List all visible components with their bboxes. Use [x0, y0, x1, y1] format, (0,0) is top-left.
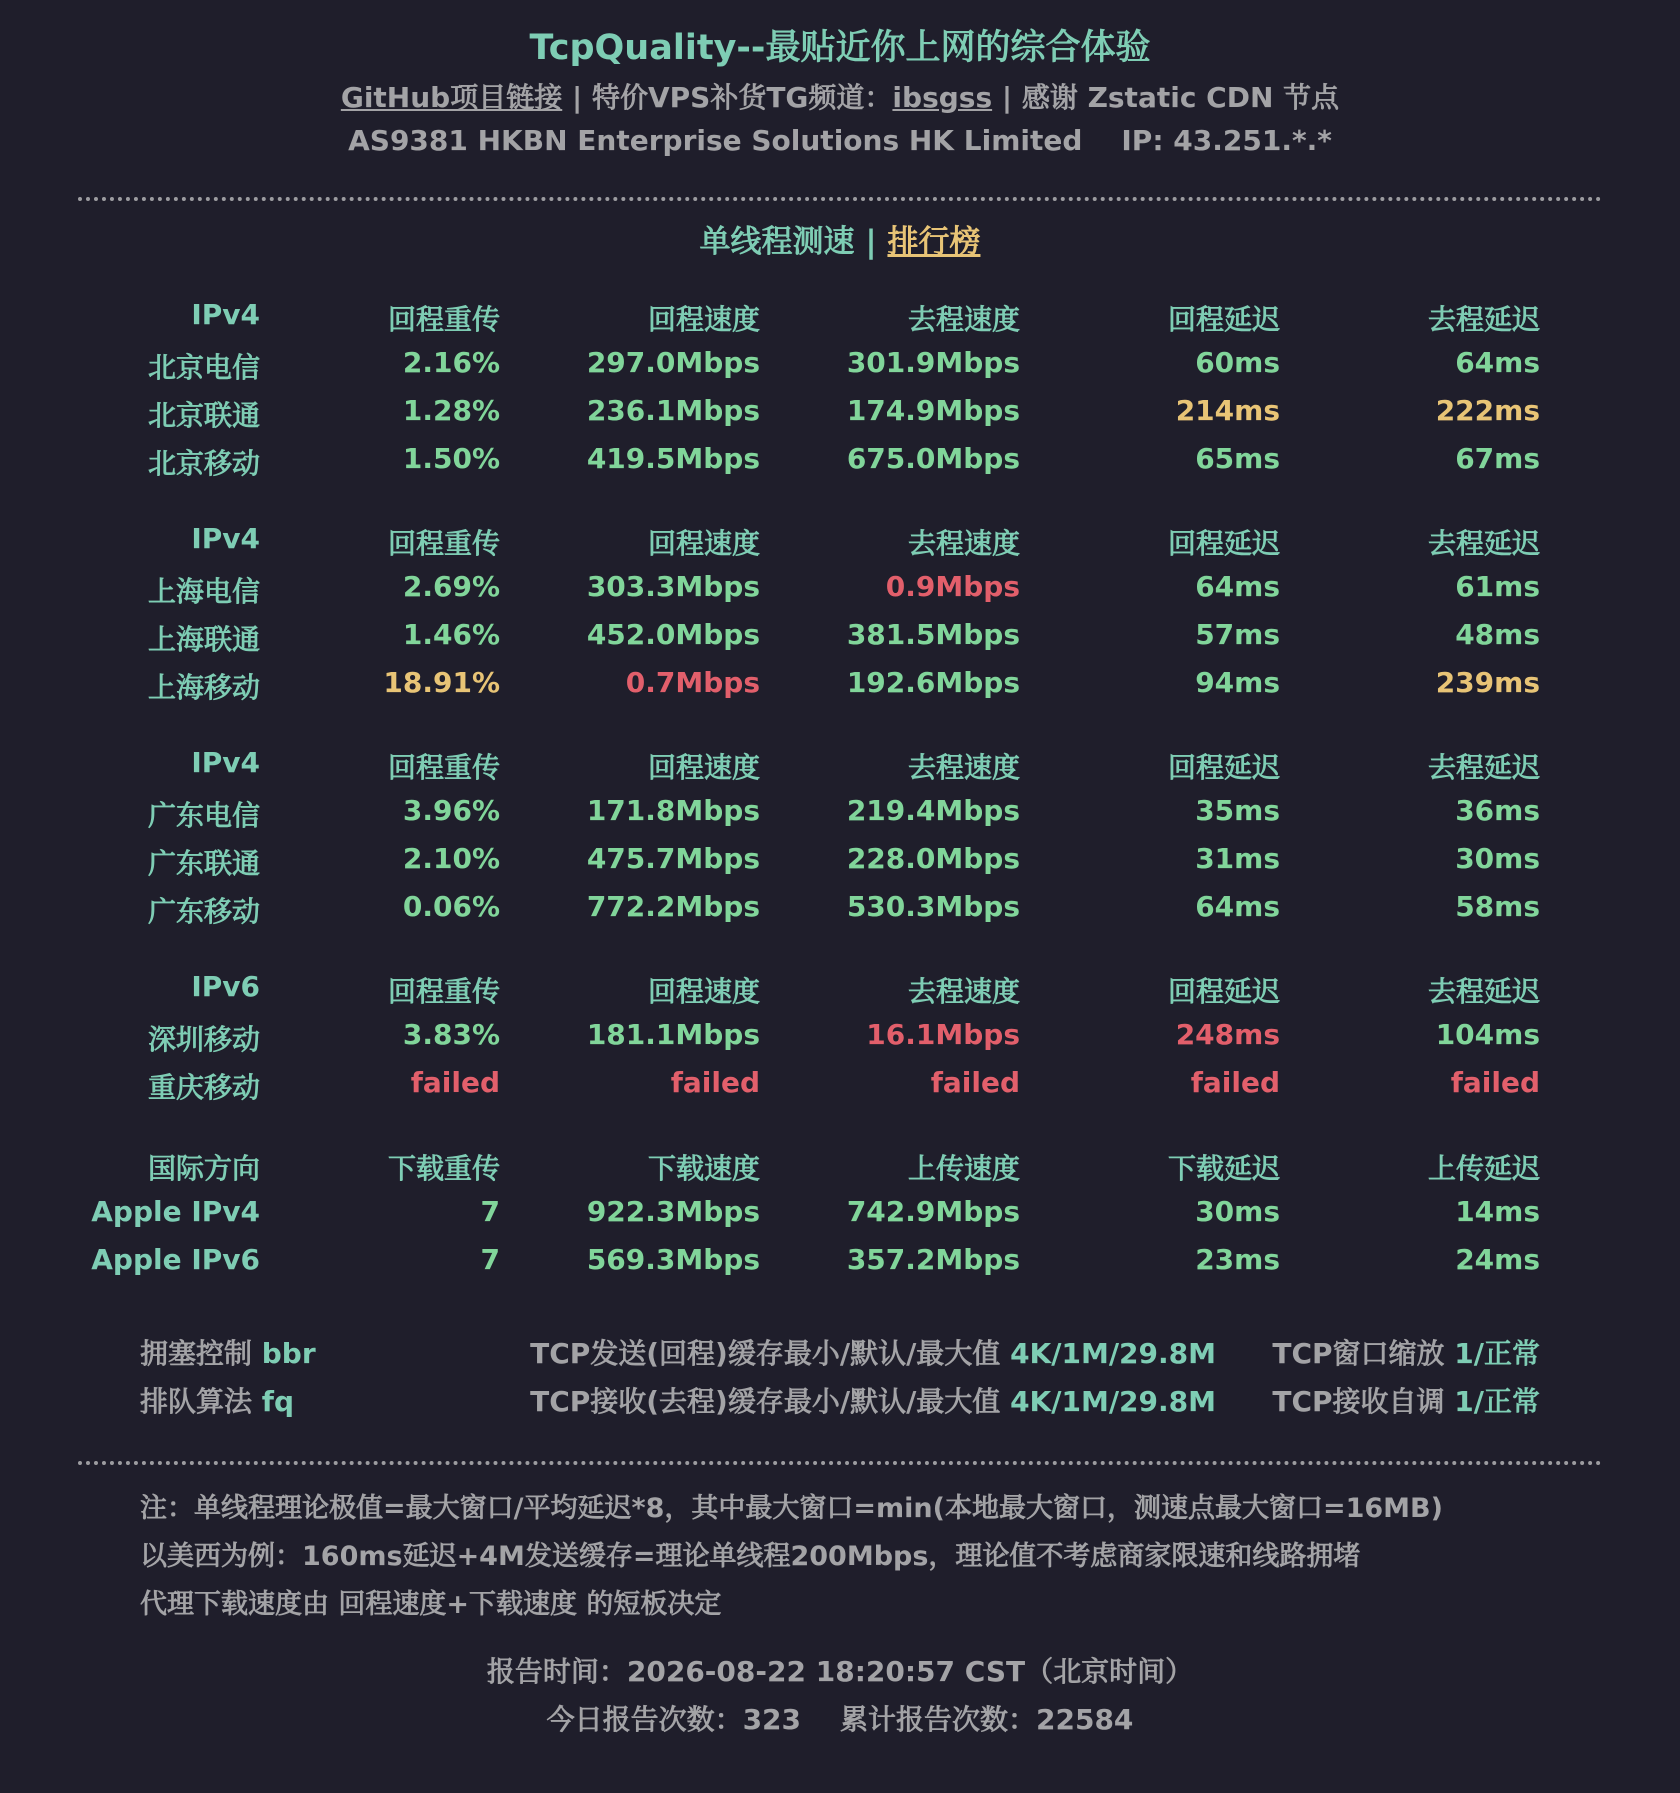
table-header-col-retrans: 回程重传: [387, 527, 500, 560]
table-cell-col-speed-a: 181.1Mbps: [586, 1018, 760, 1051]
table-cell-col-name: 上海移动: [147, 671, 260, 704]
nav-bar: [0, 216, 1680, 261]
table-header-col-speed-b: 去程速度: [907, 975, 1020, 1008]
note-line: 代理下载速度由 回程速度+下载速度 的短板决定: [140, 1589, 722, 1620]
table-header-col-speed-b: 去程速度: [907, 303, 1020, 336]
table-cell-col-latency-a: 65ms: [1195, 442, 1280, 475]
table-cell-col-retrans: 3.83%: [402, 1018, 500, 1051]
table-cell-col-latency-b: 36ms: [1455, 794, 1540, 827]
table-cell-col-latency-b: 64ms: [1455, 346, 1540, 379]
table-cell-col-retrans: 18.91%: [383, 666, 500, 699]
table-cell-col-speed-b: 357.2Mbps: [846, 1243, 1020, 1276]
table-cell-col-speed-b: 742.9Mbps: [846, 1195, 1020, 1228]
table-cell-col-retrans: 7: [480, 1195, 500, 1228]
table-header-col-latency-a: 下载延迟: [1167, 1152, 1280, 1185]
table-cell-col-retrans: 3.96%: [402, 794, 500, 827]
table-cell-col-speed-b: 219.4Mbps: [846, 794, 1020, 827]
table-cell-col-speed-b: 381.5Mbps: [846, 618, 1020, 651]
tg-text: 特价VPS补货TG频道：: [591, 81, 893, 114]
autotune-label: TCP接收自调: [1272, 1385, 1445, 1418]
table-cell-col-latency-a: 31ms: [1195, 842, 1280, 875]
table-cell-col-latency-a: 64ms: [1195, 890, 1280, 923]
page-title: TcpQuality--最贴近你上网的综合体验: [529, 28, 1151, 68]
table-cell-col-speed-a: 922.3Mbps: [586, 1195, 760, 1228]
tab-single-thread[interactable]: 单线程测速: [699, 224, 855, 260]
table-cell-col-latency-a: failed: [1190, 1066, 1280, 1099]
table-header-col-speed-a: 回程速度: [647, 975, 760, 1008]
table-header-col-name: IPv4: [191, 746, 260, 779]
table-cell-col-latency-b: 30ms: [1455, 842, 1540, 875]
table-cell-col-latency-a: 94ms: [1195, 666, 1280, 699]
table-header-col-speed-a: 回程速度: [647, 303, 760, 336]
qdisc-value: fq: [261, 1385, 294, 1418]
table-cell-col-latency-b: 48ms: [1455, 618, 1540, 651]
cc-value: bbr: [261, 1337, 316, 1370]
table-cell-col-retrans: 7: [480, 1243, 500, 1276]
table-cell-col-speed-b: 530.3Mbps: [846, 890, 1020, 923]
table-cell-col-latency-b: 67ms: [1455, 442, 1540, 475]
asn-info: [0, 124, 1680, 157]
send-buffer-label: TCP发送(回程)缓存最小/默认/最大值: [530, 1337, 1001, 1370]
table-cell-col-speed-a: 475.7Mbps: [586, 842, 760, 875]
table-cell-col-name: 深圳移动: [147, 1023, 260, 1056]
table-header-col-latency-a: 回程延迟: [1167, 303, 1280, 336]
table-cell-col-speed-a: 452.0Mbps: [586, 618, 760, 651]
table-header-col-speed-b: 去程速度: [907, 751, 1020, 784]
table-cell-col-speed-a: 171.8Mbps: [586, 794, 760, 827]
divider-top: [78, 197, 1602, 201]
table-cell-col-speed-a: failed: [670, 1066, 760, 1099]
table-header-col-retrans: 下载重传: [387, 1152, 500, 1185]
table-header-col-speed-a: 回程速度: [647, 527, 760, 560]
table-header-col-latency-b: 去程延迟: [1427, 975, 1540, 1008]
recv-buffer-label: TCP接收(去程)缓存最小/默认/最大值: [530, 1385, 1001, 1418]
table-cell-col-speed-b: 16.1Mbps: [866, 1018, 1020, 1051]
divider-bottom: [78, 1461, 1602, 1465]
table-cell-col-latency-a: 23ms: [1195, 1243, 1280, 1276]
table-cell-col-retrans: 1.46%: [402, 618, 500, 651]
table-header-col-latency-b: 去程延迟: [1427, 303, 1540, 336]
table-cell-col-latency-b: 61ms: [1455, 570, 1540, 603]
table-cell-col-name: Apple IPv4: [91, 1195, 260, 1228]
window-scaling-value: 1/正常: [1454, 1337, 1540, 1370]
recv-buffer-info: [530, 1380, 1216, 1420]
table-cell-col-name: 广东移动: [147, 895, 260, 928]
table-cell-col-retrans: 2.69%: [402, 570, 500, 603]
separator: |: [571, 81, 583, 114]
qdisc-label: 排队算法: [140, 1385, 253, 1418]
table-cell-col-latency-a: 64ms: [1195, 570, 1280, 603]
table-cell-col-latency-b: 104ms: [1435, 1018, 1540, 1051]
table-header-col-retrans: 回程重传: [387, 975, 500, 1008]
table-header-col-name: IPv4: [191, 298, 260, 331]
table-cell-col-latency-a: 30ms: [1195, 1195, 1280, 1228]
send-buffer-value: 4K/1M/29.8M: [1010, 1337, 1216, 1370]
table-cell-col-speed-a: 772.2Mbps: [586, 890, 760, 923]
table-cell-col-latency-b: 58ms: [1455, 890, 1540, 923]
table-cell-col-latency-a: 57ms: [1195, 618, 1280, 651]
report-time: 报告时间：2026-08-22 18:20:57 CST（北京时间）: [486, 1655, 1194, 1688]
report-counts: 今日报告次数：323 累计报告次数：22584: [546, 1703, 1134, 1736]
table-header-col-speed-a: 下载速度: [647, 1152, 760, 1185]
thanks-text: 感谢 Zstatic CDN 节点: [1021, 81, 1340, 114]
table-cell-col-speed-b: 675.0Mbps: [846, 442, 1020, 475]
table-cell-col-retrans: failed: [410, 1066, 500, 1099]
tab-ranking[interactable]: 排行榜: [887, 224, 981, 260]
window-scaling-info: [1272, 1332, 1540, 1372]
table-header-col-name: IPv6: [191, 970, 260, 1003]
table-header-col-name: IPv4: [191, 522, 260, 555]
table-header-col-latency-b: 上传延迟: [1427, 1152, 1540, 1185]
cc-info: [140, 1332, 316, 1372]
table-cell-col-retrans: 1.28%: [402, 394, 500, 427]
github-link[interactable]: GitHub项目链接: [340, 81, 563, 114]
nav-separator: |: [865, 224, 877, 260]
table-cell-col-name: Apple IPv6: [91, 1243, 260, 1276]
table-cell-col-latency-b: failed: [1450, 1066, 1540, 1099]
table-cell-col-name: 广东电信: [147, 799, 260, 832]
table-cell-col-latency-b: 24ms: [1455, 1243, 1540, 1276]
ip-text: IP: 43.251.*.*: [1121, 124, 1332, 157]
send-buffer-info: [530, 1332, 1216, 1372]
table-cell-col-latency-a: 35ms: [1195, 794, 1280, 827]
table-cell-col-speed-b: 192.6Mbps: [846, 666, 1020, 699]
table-header-col-retrans: 回程重传: [387, 751, 500, 784]
note-line: 以美西为例：160ms延迟+4M发送缓存=理论单线程200Mbps，理论值不考虑商家限速和线路拥堵: [140, 1541, 1361, 1572]
table-cell-col-speed-b: 0.9Mbps: [885, 570, 1020, 603]
links-line: [0, 76, 1680, 116]
table-cell-col-speed-a: 569.3Mbps: [586, 1243, 760, 1276]
table-header-col-latency-a: 回程延迟: [1167, 751, 1280, 784]
table-header-col-latency-a: 回程延迟: [1167, 975, 1280, 1008]
table-header-col-latency-a: 回程延迟: [1167, 527, 1280, 560]
table-cell-col-retrans: 2.16%: [402, 346, 500, 379]
table-header-col-speed-b: 去程速度: [907, 527, 1020, 560]
table-cell-col-latency-b: 239ms: [1435, 666, 1540, 699]
table-cell-col-speed-a: 303.3Mbps: [586, 570, 760, 603]
table-cell-col-name: 上海电信: [147, 575, 260, 608]
table-cell-col-speed-b: 228.0Mbps: [846, 842, 1020, 875]
table-cell-col-name: 北京联通: [147, 399, 260, 432]
qdisc-info: [140, 1380, 294, 1420]
table-cell-col-latency-b: 14ms: [1455, 1195, 1540, 1228]
table-cell-col-retrans: 0.06%: [402, 890, 500, 923]
separator: |: [1001, 81, 1013, 114]
table-cell-col-name: 北京电信: [147, 351, 260, 384]
table-cell-col-latency-a: 248ms: [1175, 1018, 1280, 1051]
table-cell-col-speed-a: 0.7Mbps: [625, 666, 760, 699]
table-cell-col-retrans: 2.10%: [402, 842, 500, 875]
table-header-col-speed-a: 回程速度: [647, 751, 760, 784]
table-header-col-speed-b: 上传速度: [907, 1152, 1020, 1185]
table-cell-col-speed-a: 297.0Mbps: [586, 346, 760, 379]
table-cell-col-name: 北京移动: [147, 447, 260, 480]
note-line: 注：单线程理论极值=最大窗口/平均延迟*8，其中最大窗口=min(本地最大窗口，测速点最大窗口=16MB): [140, 1493, 1443, 1524]
table-cell-col-name: 重庆移动: [147, 1071, 260, 1104]
table-cell-col-latency-a: 214ms: [1175, 394, 1280, 427]
table-cell-col-retrans: 1.50%: [402, 442, 500, 475]
table-header-col-retrans: 回程重传: [387, 303, 500, 336]
table-cell-col-speed-b: 174.9Mbps: [846, 394, 1020, 427]
table-header-col-latency-b: 去程延迟: [1427, 527, 1540, 560]
tg-link[interactable]: ibsgss: [892, 81, 993, 114]
table-cell-col-speed-b: 301.9Mbps: [846, 346, 1020, 379]
table-cell-col-name: 上海联通: [147, 623, 260, 656]
table-header-col-name: 国际方向: [147, 1152, 260, 1185]
table-cell-col-latency-b: 222ms: [1435, 394, 1540, 427]
asn-text: AS9381 HKBN Enterprise Solutions HK Limited: [348, 124, 1083, 157]
table-cell-col-speed-a: 419.5Mbps: [586, 442, 760, 475]
window-scaling-label: TCP窗口缩放: [1272, 1337, 1445, 1370]
table-cell-col-latency-a: 60ms: [1195, 346, 1280, 379]
cc-label: 拥塞控制: [140, 1337, 253, 1370]
table-cell-col-speed-a: 236.1Mbps: [586, 394, 760, 427]
table-cell-col-name: 广东联通: [147, 847, 260, 880]
table-header-col-latency-b: 去程延迟: [1427, 751, 1540, 784]
autotune-value: 1/正常: [1454, 1385, 1540, 1418]
recv-buffer-value: 4K/1M/29.8M: [1010, 1385, 1216, 1418]
table-cell-col-speed-b: failed: [930, 1066, 1020, 1099]
autotune-info: [1272, 1380, 1540, 1420]
